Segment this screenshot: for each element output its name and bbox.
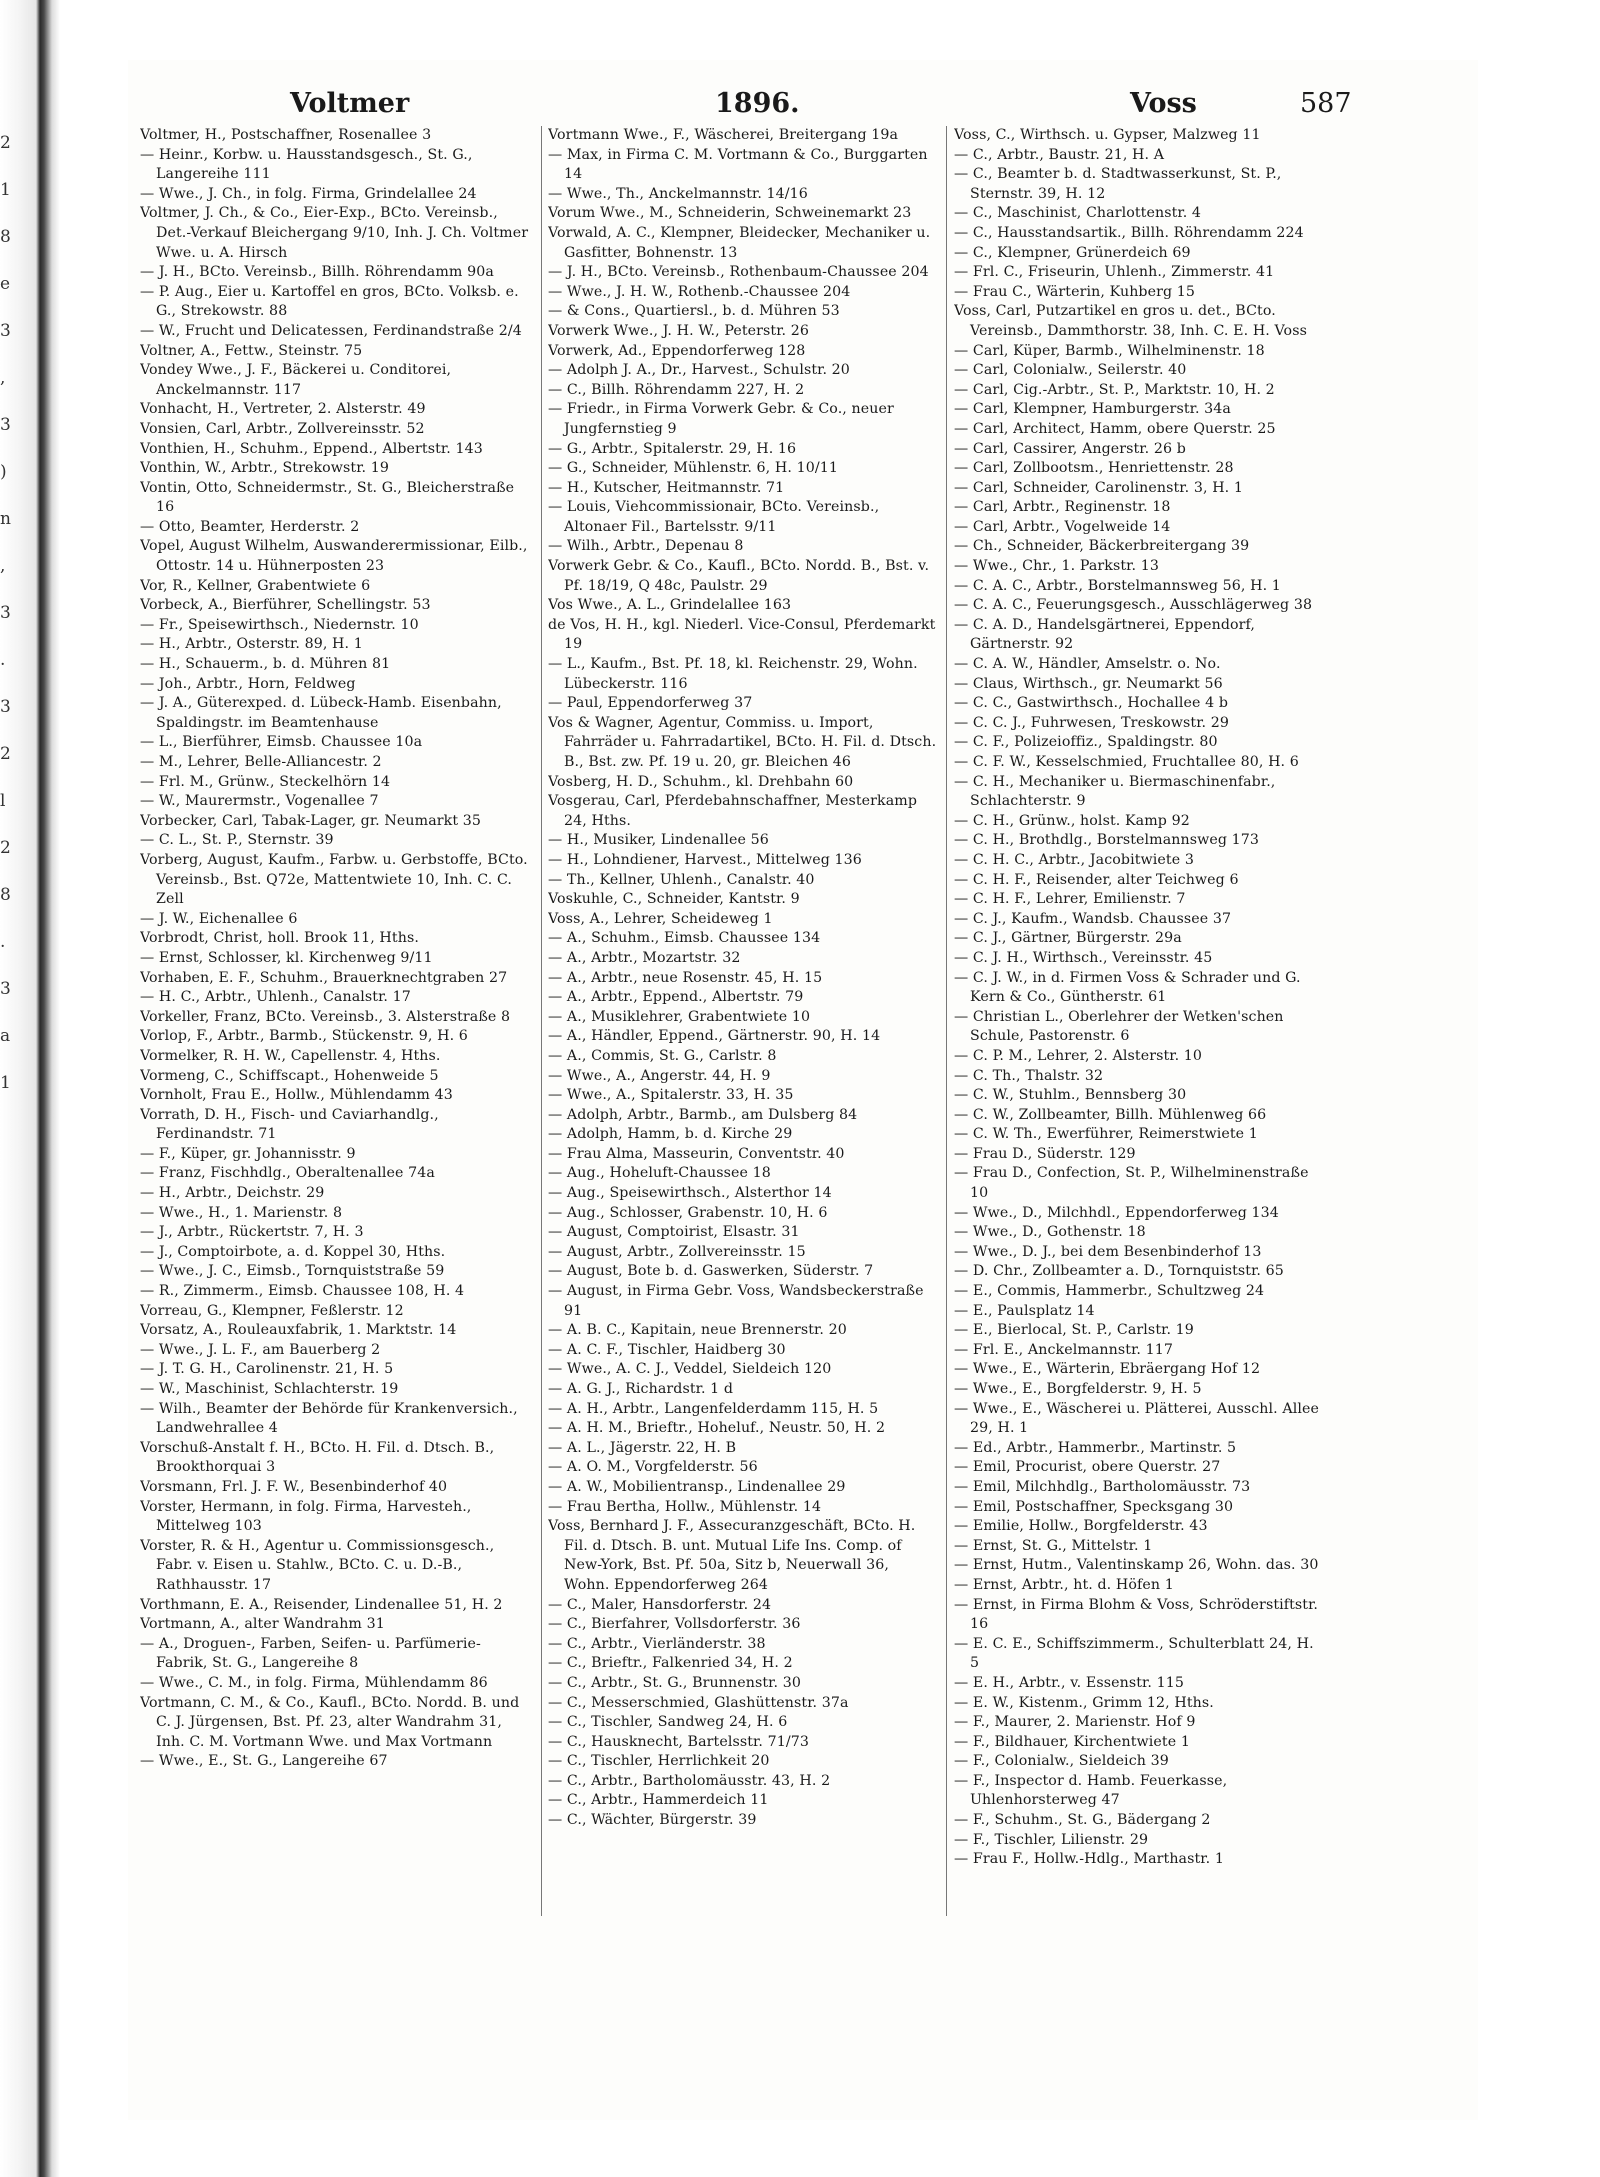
directory-entry: — Wwe., J. C., Eimsb., Tornquiststraße 59 [140, 1263, 445, 1280]
directory-entry: — A., Händler, Eppend., Gärtnerstr. 90, H. 14 [548, 1028, 881, 1045]
edge-glyph: 8 [0, 885, 11, 905]
directory-entry: — Franz, Fischhdlg., Oberaltenallee 74a [140, 1165, 435, 1182]
directory-entry: — Ernst, Schlosser, kl. Kirchenweg 9/11 [140, 949, 433, 966]
directory-entry: — H., Arbtr., Deichstr. 29 [140, 1185, 325, 1202]
directory-entry: — G., Arbtr., Spitalerstr. 29, H. 16 [548, 440, 797, 457]
directory-entry: Voss, Carl, Putzartikel en gros u. det., BCto. Vereinsb., Dammthorstr. 38, Inh. C. E. H. Voss [954, 303, 1307, 339]
directory-entry: — C., Beamter b. d. Stadtwasserkunst, St. P., Sternstr. 39, H. 12 [954, 166, 1282, 202]
directory-entry: — J. H., BCto. Vereinsb., Billh. Röhrendamm 90a [140, 264, 494, 281]
directory-entry: — Adolph, Hamm, b. d. Kirche 29 [548, 1126, 793, 1143]
directory-entry: — C. H. F., Lehrer, Emilienstr. 7 [954, 891, 1186, 908]
directory-entry: — Aug., Schlosser, Grabenstr. 10, H. 6 [548, 1204, 828, 1221]
directory-entry: — August, Comptoirist, Elsastr. 31 [548, 1224, 800, 1241]
directory-entry: — W., Maurermstr., Vogenallee 7 [140, 793, 379, 810]
directory-entry: — Ernst, Arbtr., ht. d. Höfen 1 [954, 1576, 1174, 1593]
directory-entry: — Adolph J. A., Dr., Harvest., Schulstr. 20 [548, 362, 850, 379]
directory-entry: — C., Bierfahrer, Vollsdorferstr. 36 [548, 1616, 801, 1633]
directory-entry: — Max, in Firma C. M. Vortmann & Co., Burggarten 14 [548, 146, 928, 183]
directory-entry: — A. H. M., Brieftr., Hoheluf., Neustr. 50, H. 2 [548, 1420, 886, 1437]
directory-entry: Vorwerk Wwe., J. H. W., Peterstr. 26 [548, 322, 810, 339]
directory-entry: — C. H. F., Reisender, alter Teichweg 6 [954, 871, 1239, 888]
directory-entry: — Wwe., D., Milchhdl., Eppendorferweg 134 [954, 1204, 1279, 1221]
column-divider [541, 126, 542, 1916]
directory-entry: — Heinr., Korbw. u. Hausstandsgesch., St. G., Langereihe 111 [140, 146, 473, 183]
directory-entry: — Wwe., J. H. W., Rothenb.-Chaussee 204 [548, 283, 851, 300]
page-number: 587 [1300, 88, 1352, 119]
directory-entry: — Wwe., A. C. J., Veddel, Sieldeich 120 [548, 1361, 832, 1378]
edge-glyph: 3 [0, 603, 11, 623]
directory-entry: — Louis, Viehcommissionair, BCto. Vereinsb., Altonaer Fil., Bartelsstr. 9/11 [548, 499, 880, 535]
directory-entry: — Wwe., Chr., 1. Parkstr. 13 [954, 558, 1159, 575]
directory-entry: — Aug., Hoheluft-Chaussee 18 [548, 1165, 771, 1182]
directory-entry: — Emil, Postschaffner, Specksgang 30 [954, 1498, 1234, 1515]
directory-entry: Voss, C., Wirthsch. u. Gypser, Malzweg 11 [954, 127, 1261, 143]
directory-entry: — Ed., Arbtr., Hammerbr., Martinstr. 5 [954, 1439, 1237, 1456]
directory-entry: — H., Musiker, Lindenallee 56 [548, 832, 769, 849]
directory-entry: — C. A. D., Handelsgärtnerei, Eppendorf, Gärtnerstr. 92 [954, 616, 1256, 653]
directory-entry: — C., Arbtr., Vierländerstr. 38 [548, 1635, 766, 1652]
directory-entry: Voltmer, H., Postschaffner, Rosenallee 3 [140, 127, 432, 143]
directory-entry: — E. W., Kistenm., Grimm 12, Hths. [954, 1694, 1214, 1711]
directory-entry: — Carl, Schneider, Carolinenstr. 3, H. 1 [954, 479, 1244, 496]
directory-entry: — A. W., Mobilientransp., Lindenallee 29 [548, 1478, 846, 1495]
directory-entry: Vormelker, R. H. W., Capellenstr. 4, Hths. [140, 1047, 441, 1064]
directory-entry: — C., Hausstandsartik., Billh. Röhrendamm 224 [954, 224, 1304, 241]
directory-entry: Voss, A., Lehrer, Scheideweg 1 [548, 910, 773, 927]
directory-entry: — C. F., Polizeioffiz., Spaldingstr. 80 [954, 734, 1218, 751]
directory-entry: — Emil, Procurist, obere Querstr. 27 [954, 1459, 1221, 1476]
directory-entry: — C. J., Kaufm., Wandsb. Chaussee 37 [954, 910, 1232, 927]
directory-entry: Vopel, August Wilhelm, Auswanderermissionar, Eilb., Ottostr. 14 u. Hühnerposten 23 [140, 538, 528, 575]
directory-entry: — A. L., Jägerstr. 22, H. B [548, 1439, 737, 1456]
directory-entry: — D. Chr., Zollbeamter a. D., Tornquiststr. 65 [954, 1263, 1284, 1280]
directory-entry: — Wwe., A., Angerstr. 44, H. 9 [548, 1067, 771, 1084]
directory-entry: — Carl, Arbtr., Vogelweide 14 [954, 518, 1171, 535]
directory-entry: — C., Arbtr., St. G., Brunnenstr. 30 [548, 1674, 801, 1691]
directory-entry: Vortmann, A., alter Wandrahm 31 [140, 1616, 385, 1633]
edge-glyph: 3 [0, 979, 11, 999]
directory-entry: — C. P. M., Lehrer, 2. Alsterstr. 10 [954, 1047, 1203, 1064]
directory-entry: Voltmer, J. Ch., & Co., Eier-Exp., BCto. Vereinsb., Det.-Verkauf Bleichergang 9/10, Inh. J. Ch. Voltmer Wwe. u. A. Hirsch [140, 205, 529, 261]
directory-entry: Vormeng, C., Schiffscapt., Hohenweide 5 [140, 1067, 439, 1084]
column-1 [140, 126, 532, 1916]
directory-entry: — Wwe., E., St. G., Langereihe 67 [140, 1753, 388, 1770]
directory-entry: — J., Comptoirbote, a. d. Koppel 30, Hths. [140, 1243, 446, 1260]
directory-entry: — Paul, Eppendorferweg 37 [548, 695, 753, 712]
directory-entry: — Th., Kellner, Uhlenh., Canalstr. 40 [548, 871, 815, 888]
directory-entry: — Wwe., C. M., in folg. Firma, Mühlendamm 86 [140, 1674, 488, 1691]
directory-entry: — C. J. W., in d. Firmen Voss & Schrader und G. Kern & Co., Güntherstr. 61 [954, 969, 1301, 1006]
directory-entry: Vonthien, H., Schuhm., Eppend., Albertstr. 143 [140, 440, 483, 457]
directory-entry: — C. W. Th., Ewerführer, Reimerstwiete 1 [954, 1126, 1258, 1143]
directory-entry: — A., Arbtr., neue Rosenstr. 45, H. 15 [548, 969, 823, 986]
directory-entry: — E. C. E., Schiffszimmerm., Schulterblatt 24, H. 5 [954, 1635, 1314, 1672]
directory-entry: — Wwe., J. Ch., in folg. Firma, Grindelallee 24 [140, 185, 477, 202]
directory-entry: — Wwe., Th., Anckelmannstr. 14/16 [548, 185, 808, 202]
edge-glyph: , [0, 368, 6, 388]
directory-entry: Vortmann, C. M., & Co., Kaufl., BCto. Nordd. B. und C. J. Jürgensen, Bst. Pf. 23, alter Wandrahm 31, Inh. C. M. Vortmann Wwe. und Max Vortmann [140, 1694, 520, 1750]
directory-entry: — F., Küper, gr. Johannisstr. 9 [140, 1145, 356, 1162]
adjacent-page-fragment [0, 120, 14, 1107]
directory-entry: — L., Bierführer, Eimsb. Chaussee 10a [140, 734, 423, 751]
directory-entry: — C., Tischler, Sandweg 24, H. 6 [548, 1714, 788, 1731]
directory-entry: Vorreau, G., Klempner, Feßlerstr. 12 [140, 1302, 404, 1319]
edge-glyph: n [0, 509, 11, 529]
directory-entry: Vondey Wwe., J. F., Bäckerei u. Conditorei, Anckelmannstr. 117 [140, 362, 452, 398]
directory-entry: Vosberg, H. D., Schuhm., kl. Drehbahn 60 [548, 773, 854, 790]
directory-entry: Vorbeck, A., Bierführer, Schellingstr. 53 [140, 597, 431, 614]
directory-entry: — L., Kaufm., Bst. Pf. 18, kl. Reichenstr. 29, Wohn. Lübeckerstr. 116 [548, 656, 918, 692]
directory-entry: — C. C. J., Fuhrwesen, Treskowstr. 29 [954, 714, 1230, 731]
directory-entry: — Otto, Beamter, Herderstr. 2 [140, 518, 360, 535]
directory-entry: — A., Arbtr., Eppend., Albertstr. 79 [548, 989, 804, 1006]
directory-entry: Vorwerk, Ad., Eppendorferweg 128 [548, 342, 806, 359]
directory-entry: Vos & Wagner, Agentur, Commiss. u. Import, Fahrräder u. Fahrradartikel, BCto. H. Fil. d. Dtsch. B., Bst. zw. Pf. 19 u. 20, gr. Bleichen 46 [548, 714, 937, 770]
directory-columns [140, 126, 1320, 1916]
directory-entry: Voss, Bernhard J. F., Assecuranzgeschäft, BCto. H. Fil. d. Dtsch. B. unt. Mutual Life Ins. Comp. of New-York, Bst. Pf. 50a, Sitz b, Neuerwall 36, Wohn. Eppendorferweg 264 [548, 1518, 916, 1593]
directory-entry: — C. F. W., Kesselschmied, Fruchtallee 80, H. 6 [954, 754, 1299, 770]
directory-entry: Vorlop, F., Arbtr., Barmb., Stückenstr. 9, H. 6 [140, 1028, 468, 1045]
directory-entry: — C., Wächter, Bürgerstr. 39 [548, 1812, 757, 1829]
directory-entry: — C. A. C., Feuerungsgesch., Ausschlägerweg 38 [954, 597, 1313, 614]
directory-entry: — Carl, Architect, Hamm, obere Querstr. 25 [954, 420, 1276, 437]
directory-entry: — Ernst, St. G., Mittelstr. 1 [954, 1537, 1153, 1554]
directory-entry: — C., Hausknecht, Bartelsstr. 71/73 [548, 1733, 809, 1750]
directory-entry: — Wwe., J. L. F., am Bauerberg 2 [140, 1341, 381, 1358]
directory-entry: — C. H., Brothdlg., Borstelmannsweg 173 [954, 832, 1260, 849]
directory-entry: — C., Tischler, Herrlichkeit 20 [548, 1753, 770, 1770]
directory-entry: — H., Kutscher, Heitmannstr. 71 [548, 479, 785, 496]
directory-entry: — C. C., Gastwirthsch., Hochallee 4 b [954, 695, 1229, 712]
directory-entry: Vorrath, D. H., Fisch- und Caviarhandlg., Ferdinandstr. 71 [140, 1106, 439, 1143]
directory-entry: — F., Maurer, 2. Marienstr. Hof 9 [954, 1714, 1196, 1731]
directory-entry: — C., Maler, Hansdorferstr. 24 [548, 1596, 772, 1613]
directory-entry: — A., Droguen-, Farben, Seifen- u. Parfümerie-Fabrik, St. G., Langereihe 8 [140, 1635, 481, 1672]
directory-entry: Vorwald, A. C., Klempner, Bleidecker, Mechaniker u. Gasfitter, Bohnenstr. 13 [548, 224, 931, 261]
directory-entry: — J. A., Güterexped. d. Lübeck-Hamb. Eisenbahn, Spaldingstr. im Beamtenhause [140, 695, 502, 731]
directory-entry: — August, in Firma Gebr. Voss, Wandsbeckerstraße 91 [548, 1283, 924, 1319]
directory-entry: Vorthmann, E. A., Reisender, Lindenallee 51, H. 2 [140, 1596, 503, 1613]
directory-entry: Voltner, A., Fettw., Steinstr. 75 [140, 342, 363, 359]
directory-entry: — P. Aug., Eier u. Kartoffel en gros, BCto. Volksb. e. G., Strekowstr. 88 [140, 283, 519, 320]
directory-entry: — F., Inspector d. Hamb. Feuerkasse, Uhlenhorsterweg 47 [954, 1772, 1228, 1809]
directory-entry: — C. W., Zollbeamter, Billh. Mühlenweg 66 [954, 1106, 1267, 1123]
directory-entry: — F., Tischler, Lilienstr. 29 [954, 1831, 1149, 1848]
directory-entry: — Carl, Cassirer, Angerstr. 26 b [954, 440, 1186, 457]
directory-entry: de Vos, H. H., kgl. Niederl. Vice-Consul, Pferdemarkt 19 [548, 616, 936, 653]
directory-entry: — C. W., Stuhlm., Bennsberg 30 [954, 1087, 1187, 1104]
directory-entry: — H., Lohndiener, Harvest., Mittelweg 136 [548, 851, 862, 868]
edge-glyph: 3 [0, 697, 11, 717]
directory-entry: — F., Bildhauer, Kirchentwiete 1 [954, 1733, 1190, 1750]
directory-entry: — W., Frucht und Delicatessen, Ferdinandstraße 2/4 [140, 322, 522, 339]
directory-entry: — & Cons., Quartiersl., b. d. Mühren 53 [548, 303, 840, 320]
directory-entry: — M., Lehrer, Belle-Alliancestr. 2 [140, 754, 382, 770]
column-2 [548, 126, 938, 1916]
directory-entry: — Frau Alma, Masseurin, Conventstr. 40 [548, 1145, 845, 1162]
directory-entry: Vorschuß-Anstalt f. H., BCto. H. Fil. d. Dtsch. B., Brookthorquai 3 [140, 1439, 495, 1476]
directory-entry: — Wwe., E., Wärterin, Ebräergang Hof 12 [954, 1361, 1261, 1378]
directory-entry: — Christian L., Oberlehrer der Wetken'schen Schule, Pastorenstr. 6 [954, 1008, 1284, 1045]
edge-glyph: 2 [0, 744, 11, 764]
directory-entry: — H., Arbtr., Osterstr. 89, H. 1 [140, 636, 363, 653]
edge-glyph: . [0, 650, 6, 670]
directory-entry: — W., Maschinist, Schlachterstr. 19 [140, 1381, 399, 1397]
directory-entry: — August, Arbtr., Zollvereinsstr. 15 [548, 1243, 806, 1260]
directory-entry: Vorbecker, Carl, Tabak-Lager, gr. Neumarkt 35 [140, 812, 482, 829]
directory-entry: — Carl, Cig.-Arbtr., St. P., Marktstr. 10, H. 2 [954, 381, 1275, 398]
edge-glyph: 3 [0, 415, 11, 435]
directory-entry: — C., Arbtr., Hammerdeich 11 [548, 1792, 769, 1809]
directory-entry: Vorhaben, E. F., Schuhm., Brauerknechtgraben 27 [140, 969, 508, 986]
directory-entry: — C. H. C., Arbtr., Jacobitwiete 3 [954, 851, 1194, 868]
directory-entry: — Fr., Speisewirthsch., Niedernstr. 10 [140, 616, 419, 633]
directory-entry: — A. C. F., Tischler, Haidberg 30 [548, 1341, 786, 1358]
directory-entry: — C., Klempner, Grünerdeich 69 [954, 244, 1191, 261]
directory-entry: Vorbrodt, Christ, holl. Brook 11, Hths. [140, 930, 419, 947]
directory-entry: Voskuhle, C., Schneider, Kantstr. 9 [548, 891, 800, 908]
column-3 [954, 126, 1320, 1916]
directory-entry: Vorster, R. & H., Agentur u. Commissionsgesch., Fabr. v. Eisen u. Stahlw., BCto. C. u. D.-B., Rathhausstr. 17 [140, 1537, 495, 1593]
directory-entry: Vortmann Wwe., F., Wäscherei, Breitergang 19a [548, 127, 899, 143]
directory-entry: — Frau C., Wärterin, Kuhberg 15 [954, 283, 1196, 300]
directory-entry: — Aug., Speisewirthsch., Alsterthor 14 [548, 1185, 832, 1202]
directory-entry: — Wwe., E., Wäscherei u. Plätterei, Ausschl. Allee 29, H. 1 [954, 1400, 1319, 1437]
directory-entry: — C. J. H., Wirthsch., Vereinsstr. 45 [954, 949, 1213, 966]
directory-entry: — C., Messerschmied, Glashüttenstr. 37a [548, 1694, 849, 1711]
directory-entry: — J., Arbtr., Rückertstr. 7, H. 3 [140, 1224, 364, 1241]
directory-entry: — C. A. C., Arbtr., Borstelmannsweg 56, H. 1 [954, 577, 1281, 594]
edge-glyph: . [0, 932, 6, 952]
edge-glyph: 2 [0, 838, 11, 858]
header-year: 1896. [715, 88, 800, 119]
directory-entry: — Ch., Schneider, Bäckerbreitergang 39 [954, 538, 1250, 555]
directory-entry: — C., Billh. Röhrendamm 227, H. 2 [548, 381, 805, 398]
directory-entry: — C., Arbtr., Baustr. 21, H. A [954, 146, 1165, 163]
directory-entry: — A., Musiklehrer, Grabentwiete 10 [548, 1008, 811, 1025]
edge-glyph: 1 [0, 180, 11, 200]
directory-entry: — J. W., Eichenallee 6 [140, 910, 298, 927]
directory-entry: — A. H., Arbtr., Langenfelderdamm 115, H. 5 [548, 1400, 879, 1417]
directory-entry: — C. L., St. P., Sternstr. 39 [140, 832, 334, 849]
directory-entry: — E., Commis, Hammerbr., Schultzweg 24 [954, 1283, 1265, 1300]
directory-entry: Vorsmann, Frl. J. F. W., Besenbinderhof 40 [140, 1478, 448, 1495]
directory-entry: — Wwe., D. J., bei dem Besenbinderhof 13 [954, 1243, 1262, 1260]
directory-entry: Vornholt, Frau E., Hollw., Mühlendamm 43 [140, 1087, 453, 1104]
directory-entry: — C., Maschinist, Charlottenstr. 4 [954, 205, 1202, 222]
directory-entry: — A. G. J., Richardstr. 1 d [548, 1381, 734, 1397]
directory-entry: Vonhacht, H., Vertreter, 2. Alsterstr. 49 [140, 401, 426, 418]
directory-entry: Vorum Wwe., M., Schneiderin, Schweinemarkt 23 [548, 205, 912, 222]
directory-entry: — Carl, Colonialw., Seilerstr. 40 [954, 362, 1187, 379]
directory-entry: — A. B. C., Kapitain, neue Brennerstr. 20 [548, 1322, 847, 1339]
directory-entry: Vonsien, Carl, Arbtr., Zollvereinsstr. 52 [140, 420, 425, 437]
directory-entry: — C. A. W., Händler, Amselstr. o. No. [954, 656, 1221, 673]
directory-entry: — F., Colonialw., Sieldeich 39 [954, 1753, 1169, 1770]
running-head [140, 88, 1352, 128]
directory-entry: — Wilh., Beamter der Behörde für Krankenversich., Landwehrallee 4 [140, 1400, 518, 1437]
header-left-keyword: Voltmer [290, 88, 410, 119]
directory-entry: — Claus, Wirthsch., gr. Neumarkt 56 [954, 675, 1223, 692]
directory-entry: — Wwe., A., Spitalerstr. 33, H. 35 [548, 1087, 794, 1104]
edge-glyph: 8 [0, 227, 11, 247]
directory-entry: Vorsatz, A., Rouleauxfabrik, 1. Marktstr. 14 [140, 1322, 457, 1339]
edge-glyph: , [0, 556, 6, 576]
directory-entry: Vorkeller, Franz, BCto. Vereinsb., 3. Alsterstraße 8 [140, 1008, 511, 1025]
directory-entry: — C. H., Mechaniker u. Biermaschinenfabr., Schlachterstr. 9 [954, 773, 1276, 810]
directory-entry: Vosgerau, Carl, Pferdebahnschaffner, Mesterkamp 24, Hths. [548, 793, 918, 829]
directory-entry: — Ernst, Hutm., Valentinskamp 26, Wohn. das. 30 [954, 1557, 1319, 1574]
directory-entry: — A. O. M., Vorgfelderstr. 56 [548, 1459, 758, 1476]
directory-entry: Vonthin, W., Arbtr., Strekowstr. 19 [140, 460, 390, 477]
directory-entry: — Carl, Küper, Barmb., Wilhelminenstr. 18 [954, 342, 1265, 359]
directory-entry: Vorster, Hermann, in folg. Firma, Harvesteh., Mittelweg 103 [140, 1498, 472, 1535]
edge-glyph: a [0, 1026, 11, 1046]
directory-entry: — A., Arbtr., Mozartstr. 32 [548, 949, 741, 966]
directory-entry: — Wwe., D., Gothenstr. 18 [954, 1224, 1146, 1241]
directory-entry: — Friedr., in Firma Vorwerk Gebr. & Co., neuer Jungfernstieg 9 [548, 401, 894, 437]
edge-glyph: 1 [0, 1073, 11, 1093]
directory-entry: — Carl, Klempner, Hamburgerstr. 34a [954, 401, 1231, 418]
directory-entry: — J. T. G. H., Carolinenstr. 21, H. 5 [140, 1361, 394, 1378]
header-right-keyword: Voss [1130, 88, 1197, 119]
directory-entry: Vorberg, August, Kaufm., Farbw. u. Gerbstoffe, BCto. Vereinsb., Bst. Q72e, Mattentwiete 10, Inh. C. C. Zell [140, 851, 528, 908]
directory-entry: — Frl. M., Grünw., Steckelhörn 14 [140, 773, 391, 790]
directory-entry: — E., Bierlocal, St. P., Carlstr. 19 [954, 1322, 1194, 1339]
directory-entry: — Wwe., E., Borgfelderstr. 9, H. 5 [954, 1381, 1202, 1397]
directory-entry: — August, Bote b. d. Gaswerken, Süderstr. 7 [548, 1263, 874, 1280]
directory-entry: — C., Arbtr., Bartholomäusstr. 43, H. 2 [548, 1772, 831, 1789]
edge-glyph: ) [0, 462, 7, 482]
directory-entry: — Frau D., Süderstr. 129 [954, 1145, 1136, 1162]
directory-entry: — Wilh., Arbtr., Depenau 8 [548, 538, 744, 555]
directory-entry: Vorwerk Gebr. & Co., Kaufl., BCto. Nordd. B., Bst. v. Pf. 18/19, Q 48c, Paulstr. 29 [548, 558, 930, 594]
directory-entry: — Wwe., H., 1. Marienstr. 8 [140, 1204, 343, 1221]
directory-entry: — Frl. E., Anckelmannstr. 117 [954, 1341, 1174, 1358]
edge-glyph: 2 [0, 133, 11, 153]
directory-entry: — H., Schauerm., b. d. Mühren 81 [140, 656, 391, 673]
directory-entry: — A., Commis, St. G., Carlstr. 8 [548, 1047, 777, 1064]
directory-entry: — C. H., Grünw., holst. Kamp 92 [954, 812, 1190, 829]
directory-entry: — Frau D., Confection, St. P., Wilhelminenstraße 10 [954, 1165, 1309, 1202]
directory-entry: — Ernst, in Firma Blohm & Voss, Schröderstiftstr. 16 [954, 1596, 1319, 1633]
directory-entry: — C. Th., Thalstr. 32 [954, 1067, 1104, 1084]
directory-entry: — C. J., Gärtner, Bürgerstr. 29a [954, 930, 1182, 947]
directory-entry: — F., Schuhm., St. G., Bädergang 2 [954, 1812, 1211, 1829]
directory-entry: Vor, R., Kellner, Grabentwiete 6 [140, 577, 371, 594]
directory-entry: — Carl, Zollbootsm., Henriettenstr. 28 [954, 460, 1234, 477]
directory-entry: — Joh., Arbtr., Horn, Feldweg [140, 675, 356, 692]
directory-entry: — Adolph, Arbtr., Barmb., am Dulsberg 84 [548, 1106, 858, 1123]
directory-entry: — Frl. C., Friseurin, Uhlenh., Zimmerstr. 41 [954, 264, 1275, 281]
edge-glyph: e [0, 274, 11, 294]
directory-entry: — Emil, Milchhdlg., Bartholomäusstr. 73 [954, 1478, 1251, 1495]
directory-entry: — E. H., Arbtr., v. Essenstr. 115 [954, 1674, 1184, 1691]
directory-entry: Vos Wwe., A. L., Grindelallee 163 [548, 597, 792, 614]
directory-entry: — H. C., Arbtr., Uhlenh., Canalstr. 17 [140, 989, 411, 1006]
directory-entry: — A., Schuhm., Eimsb. Chaussee 134 [548, 930, 821, 947]
directory-entry: — G., Schneider, Mühlenstr. 6, H. 10/11 [548, 460, 838, 477]
edge-glyph: 3 [0, 321, 11, 341]
directory-entry: — Frau F., Hollw.-Hdlg., Marthastr. 1 [954, 1851, 1224, 1868]
column-divider [946, 126, 947, 1916]
edge-glyph: l [0, 791, 6, 811]
directory-entry: — E., Paulsplatz 14 [954, 1302, 1095, 1319]
directory-entry: — J. H., BCto. Vereinsb., Rothenbaum-Chaussee 204 [548, 264, 929, 281]
directory-entry: — C., Brieftr., Falkenried 34, H. 2 [548, 1655, 793, 1672]
directory-entry: — R., Zimmerm., Eimsb. Chaussee 108, H. 4 [140, 1283, 465, 1300]
directory-entry: — Emilie, Hollw., Borgfelderstr. 43 [954, 1518, 1208, 1535]
directory-entry: Vontin, Otto, Schneidermstr., St. G., Bleicherstraße 16 [140, 479, 515, 516]
directory-entry: — Carl, Arbtr., Reginenstr. 18 [954, 499, 1171, 516]
directory-entry: — Frau Bertha, Hollw., Mühlenstr. 14 [548, 1498, 822, 1515]
